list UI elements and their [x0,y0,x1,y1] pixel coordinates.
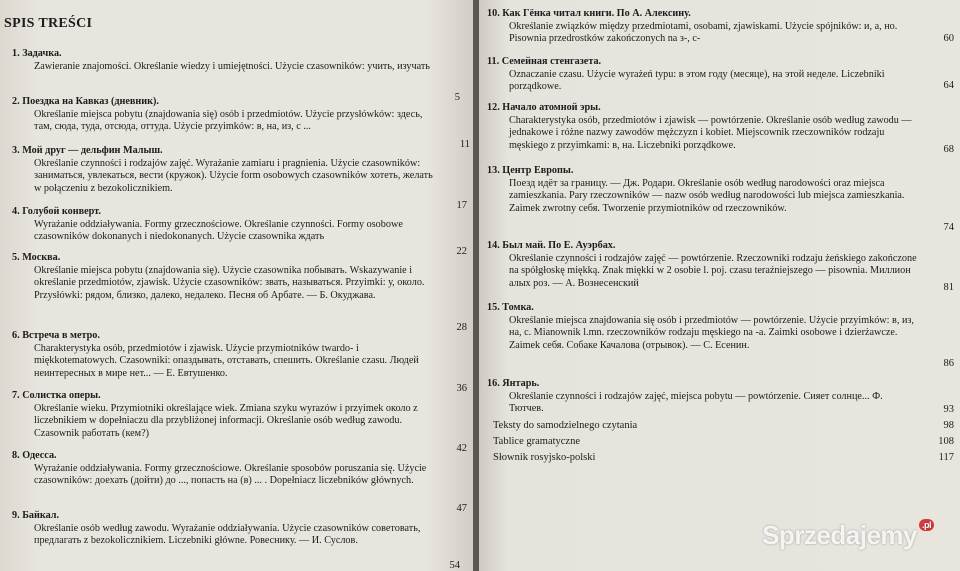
entry-heading: 4. Голубой конверт. [12,206,101,217]
entry-heading: 1. Задачка. [12,48,62,59]
entry-description: Określanie czynności i rodzajów zajęć. Wyrażanie zamiaru i pragnienia. Użycie czasowników: заниматься, увлекаться, вести (кружок). Użycie form osobowych czasowników хотеть, желать w połączeniu z bezokolicznikiem. [34,157,433,194]
toc-entry-13 [487,165,917,215]
page-number: 117 [938,452,954,463]
extra-section-dictionary: Słownik rosyjsko-polski [493,452,596,463]
watermark-logo: Sprzedajemy $^{.pl}$ [762,520,934,551]
entry-description: Określanie miejsca pobytu (znajdowania się) osób i przedmiotów. Użycie przysłówków: здесь, там, сюда, туда, отсюда, оттуда. Użycie przyimków: в, на, из, с ... [34,108,423,133]
page-number: 17 [456,200,467,211]
page-number: 68 [943,144,954,155]
entry-heading: 6. Встреча в метро. [12,330,100,341]
page-number: 108 [938,436,954,447]
toc-entry-8 [12,450,442,488]
page-number: 36 [456,383,467,394]
toc-entry-10 [487,8,917,46]
entry-description: Określanie miejsca pobytu (znajdowania się). Użycie czasownika побывать. Wskazywanie i określanie przedmiotów, zjawisk. Użycie czasowników: звать, называться. Przyimki: у, около. Przysłówki: рядом, близко, далеко, недалеко. Песня об Арбате. — Б. Окуджава. [34,264,425,301]
toc-entry-5 [12,252,442,302]
page-number: 11 [459,139,470,150]
extra-section-tables: Tablice gramatyczne [493,436,581,447]
page-number: 60 [943,33,954,44]
entry-heading: 9. Байкал. [12,510,60,521]
right-page [479,0,960,571]
entry-heading: 5. Москва. [12,252,61,263]
entry-heading: 11. Семейная стенгазета. [487,56,602,67]
entry-description: Zawieranie znajomości. Określanie wiedzy i umiejętności. Użycie czasowników: учить, изучать [34,60,430,72]
toc-entry-1 [12,48,452,73]
entry-description: Określanie czynności i rodzajów zajęć, miejsca pobytu — powtórzenie. Сияет солнце... Ф. Тютчев. [509,390,883,415]
left-page [0,0,473,571]
entry-heading: 8. Одесса. [12,450,57,461]
page-number: 54 [449,560,460,571]
page-number: 81 [943,282,954,293]
page-number: 86 [943,358,954,369]
page-number: 42 [456,443,467,454]
toc-entry-14 [487,240,917,290]
page-number: 74 [943,222,954,233]
entry-description: Wyrażanie oddziaływania. Formy grzecznościowe. Określanie sposobów poruszania się. Użycie czasowników: доехать (дойти) до ..., попасть на (в) ... . Dopełniacz liczebników głównych. [34,462,427,487]
page-number: 22 [456,246,467,257]
page-title: SPIS TREŚCI [4,16,93,31]
toc-entry-15 [487,302,917,352]
toc-entry-9 [12,510,442,548]
extra-section-reading: Teksty do samodzielnego czytania [493,420,638,431]
entry-heading: 16. Янтарь. [487,378,540,389]
entry-description: Określanie wieku. Przymiotniki określające wiek. Zmiana szyku wyrazów i przyimek около z liczebnikiem w dopełniaczu dla przybliżonej informacji. Określanie osób według zawodu. Czasownik работать (кем?) [34,402,418,439]
entry-description: Поезд идёт за границу. — Дж. Родари. Określanie osób według narodowości oraz miejsca zamieszkania. Pary rzeczowników — nazw osób według narodowości lub miejsca zamieszkania. Zaimek zwrotny себя. Tworzenie przymiotników od rzeczowników. [509,177,905,214]
toc-entry-6 [12,330,442,380]
entry-description: Oznaczanie czasu. Użycie wyrażeń typu: в этом году (месяце), на этой неделе. Liczebniki porządkowe. [509,68,885,93]
page-number: 28 [456,322,467,333]
page-number: 93 [943,404,954,415]
entry-heading: 2. Поездка на Кавказ (дневник). [12,96,159,107]
entry-heading: 13. Центр Европы. [487,165,574,176]
page-number: 98 [943,420,954,431]
entry-heading: 12. Начало атомной эры. [487,102,601,113]
entry-description: Charakterystyka osób, przedmiotów i zjawisk — powtórzenie. Określanie osób według zawodu — jednakowe i różne nazwy zawodów mężczyzn i kobiet. Miejscownik rzeczowników rodzaju męskiego z przyimkami: в, на. Liczebniki porządkowe. [509,114,912,151]
entry-description: Charakterystyka osób, przedmiotów i zjawisk. Użycie przymiotników twardo- i miękkotematowych. Czasowniki: опаздывать, отставать, спешить. Określanie czasu. Людей неинтересных в мире нет... — Е. Евтушенко. [34,342,419,379]
entry-heading: 14. Был май. По Е. Ауэрбах. [487,240,616,251]
entry-description: Wyrażanie oddziaływania. Formy grzecznościowe. Określanie czynności. Formy osobowe czasowników dokonanych i niedokonanych. Użycie czasownika ждать [34,218,403,243]
entry-heading: 10. Как Гёнка читал книги. По А. Алексину. [487,8,691,19]
entry-heading: 3. Мой друг — дельфин Малыш. [12,145,163,156]
page-number: 47 [456,503,467,514]
entry-heading: 15. Томка. [487,302,534,313]
entry-description: Określanie czynności i rodzajów zajęć — powtórzenie. Rzeczowniki rodzaju żeńskiego zakończone na spółgłoskę miękką. Znak miękki w 2 osobie l. poj. czasu teraźniejszego — pisownia. Миллион алых роз. — А. Вознесенский [509,252,917,289]
entry-description: Określanie miejsca znajdowania się osób i przedmiotów — powtórzenie. Użycie przyimków: в, из, на, с. Mianownik l.mn. rzeczowników rodzaju męskiego na -а. Zaimki osobowe i dzierżawcze. Zaimek себя. Собаке Качалова (отрывок). — С. Есенин. [509,314,914,351]
toc-entry-12 [487,102,917,152]
toc-entry-7 [12,390,442,440]
page-number: 64 [943,80,954,91]
toc-entry-11 [487,56,917,94]
entry-heading: 7. Солистка оперы. [12,390,101,401]
toc-entry-16 [487,378,917,416]
toc-entry-2 [12,96,442,134]
entry-description: Określanie związków między przedmiotami, osobami, zjawiskami. Użycie spójników: и, а, но. Pisownia przedrostków zakończonych na з-, с- [509,20,898,45]
entry-description: Określanie osób według zawodu. Wyrażanie oddziaływania. Użycie czasowników советовать, предлагать z bezokolicznikiem. Liczebniki główne. Ровеснику. — И. Суслов. [34,522,421,547]
toc-entry-3 [12,145,442,195]
page-number: 5 [454,92,460,103]
toc-entry-4 [12,206,442,244]
